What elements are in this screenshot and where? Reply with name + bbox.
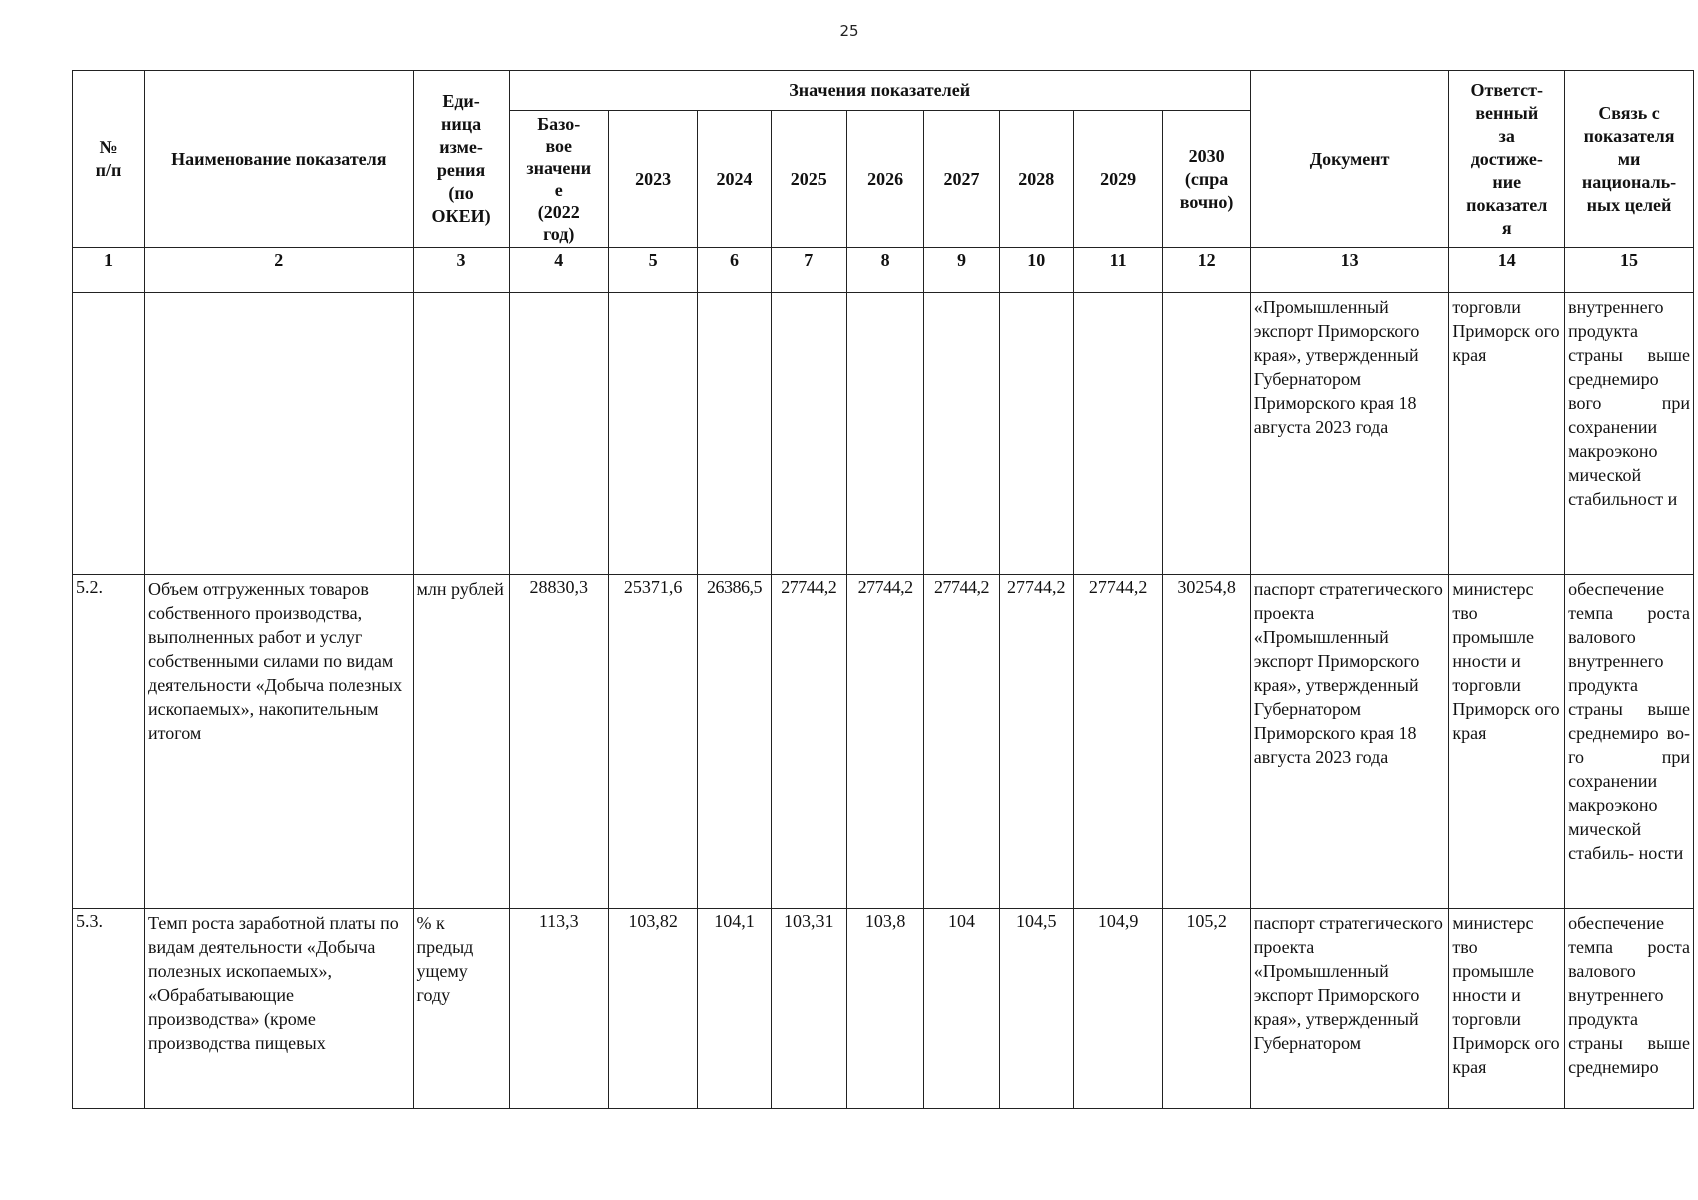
column-number: 5 xyxy=(608,248,698,293)
value-2024: 104,1 xyxy=(698,909,771,1109)
column-number: 10 xyxy=(999,248,1073,293)
national-goal-link: внутреннего продукта страны выше среднемиро вого при сохранении макроэконо мической стабильност и xyxy=(1565,293,1694,575)
column-number: 9 xyxy=(924,248,999,293)
header-year-2026: 2026 xyxy=(846,111,923,248)
value-2023: 25371,6 xyxy=(608,575,698,909)
header-num: № п/п xyxy=(73,71,145,248)
responsible: торговли Приморск ого края xyxy=(1449,293,1565,575)
base-value: 28830,3 xyxy=(509,575,608,909)
value-2026: 27744,2 xyxy=(846,575,923,909)
base-value xyxy=(509,293,608,575)
value-2024 xyxy=(698,293,771,575)
value-2029: 104,9 xyxy=(1073,909,1163,1109)
document: паспорт стратегического проекта «Промышленный экспорт Приморского края», утвержденный Губернатором xyxy=(1250,909,1449,1109)
column-number: 2 xyxy=(145,248,414,293)
header-name: Наименование показателя xyxy=(145,71,414,248)
column-number: 13 xyxy=(1250,248,1449,293)
column-number: 1 xyxy=(73,248,145,293)
column-number: 15 xyxy=(1565,248,1694,293)
table-row xyxy=(73,909,1694,1109)
value-2025 xyxy=(771,293,846,575)
value-2027 xyxy=(924,293,999,575)
document: «Промышленный экспорт Приморского края», утвержденный Губернатором Приморского края 18 августа 2023 года xyxy=(1250,293,1449,575)
value-2029 xyxy=(1073,293,1163,575)
indicator-name: Темп роста заработной платы по видам деятельности «Добыча полезных ископаемых», «Обрабатывающие производства» (кроме производства пищевых xyxy=(145,909,414,1109)
value-2023 xyxy=(608,293,698,575)
header-link: Связь с показателя ми националь- ных целей xyxy=(1565,71,1694,248)
document: паспорт стратегического проекта «Промышленный экспорт Приморского края», утвержденный Губернатором Приморского края 18 августа 2023 года xyxy=(1250,575,1449,909)
column-number: 7 xyxy=(771,248,846,293)
value-2027: 104 xyxy=(924,909,999,1109)
value-2025: 27744,2 xyxy=(771,575,846,909)
national-goal-link: обеспечение темпа роста валового внутреннего продукта страны выше среднемиро xyxy=(1565,909,1694,1109)
unit: % к предыд ущему году xyxy=(413,909,509,1109)
row-number: 5.2. xyxy=(73,575,145,909)
column-number: 4 xyxy=(509,248,608,293)
value-2026 xyxy=(846,293,923,575)
value-2023: 103,82 xyxy=(608,909,698,1109)
column-numbers-row xyxy=(73,248,1694,293)
column-number: 6 xyxy=(698,248,771,293)
header-year-2024: 2024 xyxy=(698,111,771,248)
column-number: 14 xyxy=(1449,248,1565,293)
header-year-2027: 2027 xyxy=(924,111,999,248)
value-2030: 105,2 xyxy=(1163,909,1250,1109)
value-2027: 27744,2 xyxy=(924,575,999,909)
table-row xyxy=(73,293,1694,575)
column-number: 8 xyxy=(846,248,923,293)
value-2030: 30254,8 xyxy=(1163,575,1250,909)
indicator-name: Объем отгруженных товаров собственного производства, выполненных работ и услуг собственными силами по видам деятельности «Добыча полезных ископаемых», накопительным итогом xyxy=(145,575,414,909)
unit: млн рублей xyxy=(413,575,509,909)
value-2030 xyxy=(1163,293,1250,575)
page-number: 25 xyxy=(839,22,859,40)
value-2025: 103,31 xyxy=(771,909,846,1109)
header-base-value: Базо- вое значени е (2022 год) xyxy=(509,111,608,248)
unit xyxy=(413,293,509,575)
header-year-2030: 2030 (спра вочно) xyxy=(1163,111,1250,248)
table-row xyxy=(73,575,1694,909)
responsible: министерс тво промышле нности и торговли Приморск ого края xyxy=(1449,575,1565,909)
national-goal-link: обеспечение темпа роста валового внутреннего продукта страны выше среднемиро во-го при сохранении макроэконо мической стабиль- ности xyxy=(1565,575,1694,909)
column-number: 11 xyxy=(1073,248,1163,293)
column-number: 3 xyxy=(413,248,509,293)
header-values-group: Значения показателей xyxy=(509,71,1250,111)
indicators-table xyxy=(72,70,1694,1109)
header-year-2029: 2029 xyxy=(1073,111,1163,248)
row-number xyxy=(73,293,145,575)
value-2026: 103,8 xyxy=(846,909,923,1109)
header-year-2025: 2025 xyxy=(771,111,846,248)
value-2024: 26386,5 xyxy=(698,575,771,909)
indicator-name xyxy=(145,293,414,575)
header-responsible: Ответст- венный за достиже- ние показател я xyxy=(1449,71,1565,248)
column-number: 12 xyxy=(1163,248,1250,293)
value-2028: 104,5 xyxy=(999,909,1073,1109)
header-year-2028: 2028 xyxy=(999,111,1073,248)
value-2029: 27744,2 xyxy=(1073,575,1163,909)
header-year-2023: 2023 xyxy=(608,111,698,248)
base-value: 113,3 xyxy=(509,909,608,1109)
header-document: Документ xyxy=(1250,71,1449,248)
responsible: министерс тво промышле нности и торговли Приморск ого края xyxy=(1449,909,1565,1109)
value-2028: 27744,2 xyxy=(999,575,1073,909)
header-unit: Еди- ница изме- рения (по ОКЕИ) xyxy=(413,71,509,248)
row-number: 5.3. xyxy=(73,909,145,1109)
value-2028 xyxy=(999,293,1073,575)
